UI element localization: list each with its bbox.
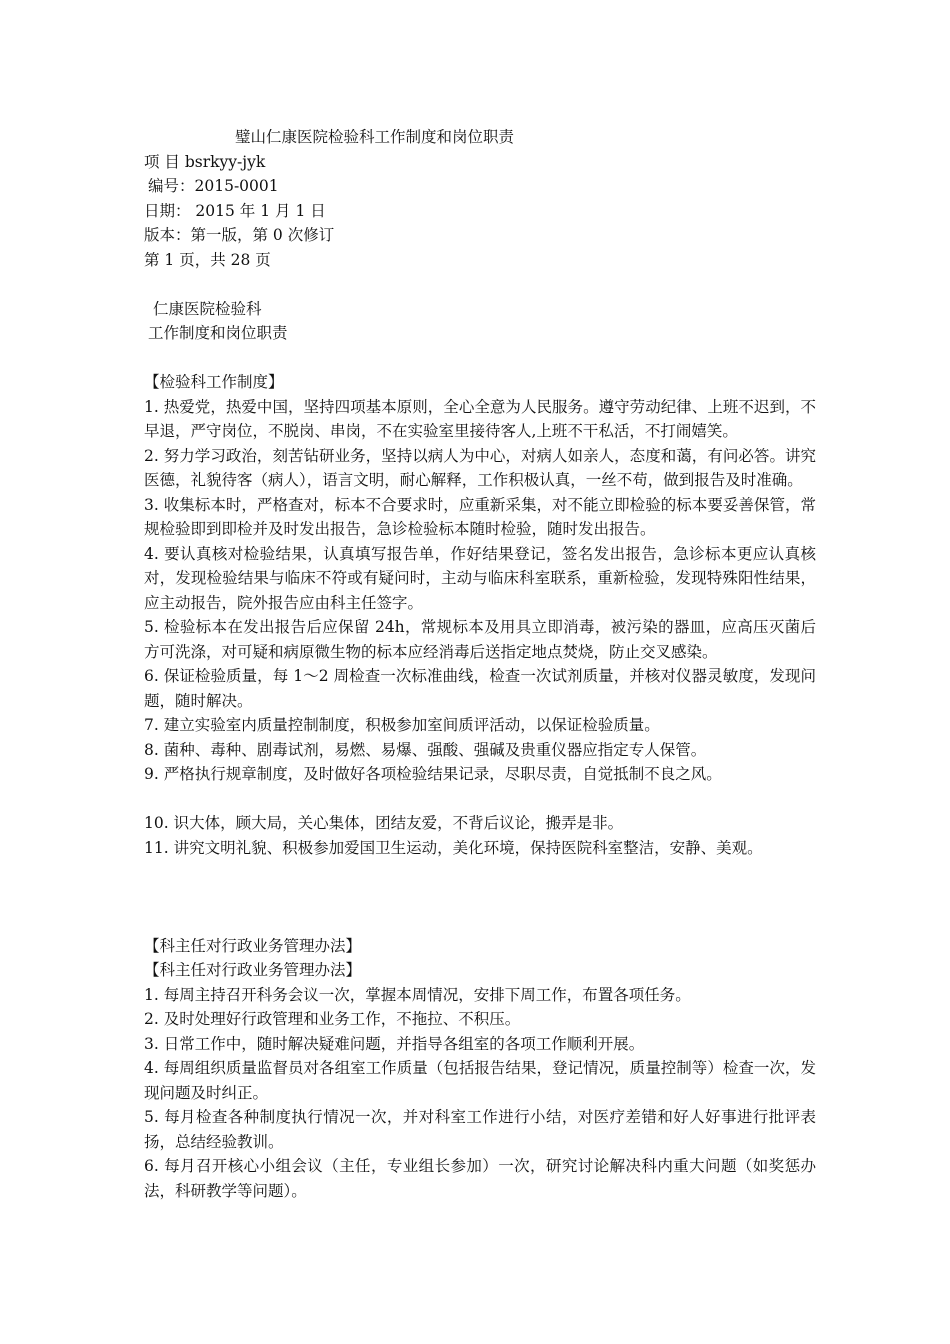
list-item: 3. 日常工作中，随时解决疑难问题，并指导各组室的各项工作顺利开展。: [144, 1034, 645, 1053]
list-item: 10. 识大体，顾大局，关心集体，团结友爱，不背后议论，搬弄是非。: [144, 814, 624, 832]
organization-name: 仁康医院检验科: [153, 299, 262, 318]
section-heading-work-rules: 【检验科工作制度】: [144, 373, 284, 391]
document-page: [144, 125, 816, 1203]
spacer: [144, 272, 816, 297]
list-item: 5. 每月检查各种制度执行情况一次，并对科室工作进行小结，对医疗差错和好人好事进行批评表扬，总结经验教训。: [144, 1108, 816, 1151]
spacer: [144, 860, 816, 909]
list-item: 1. 热爱党，热爱中国，坚持四项基本原则，全心全意为人民服务。遵守劳动纪律、上班不迟到，不早退，严守岗位，不脱岗、串岗，不在实验室里接待客人,上班不干私活，不打闹嬉笑。: [144, 397, 817, 440]
document-date: 日期： 2015 年 1 月 1 日: [144, 201, 326, 220]
document-title: 璧山仁康医院检验科工作制度和岗位职责: [235, 128, 515, 146]
spacer: [144, 787, 816, 812]
list-item: 3. 收集标本时，严格查对，标本不合要求时，应重新采集，对不能立即检验的标本要妥善保管，常规检验即到即检并及时发出报告，急诊检验标本随时检验，随时发出报告。: [144, 495, 817, 538]
list-item: 8. 菌种、毒种、剧毒试剂，易燃、易爆、强酸、强碱及贵重仪器应指定专人保管。: [144, 740, 707, 759]
spacer: [144, 909, 816, 934]
section-heading-director-management: 【科主任对行政业务管理办法】: [144, 936, 362, 955]
list-item: 2. 及时处理好行政管理和业务工作，不拖拉、不积压。: [144, 1010, 521, 1028]
list-item: 6. 每月召开核心小组会议（主任，专业组长参加）一次，研究讨论解决科内重大问题（如奖惩办法，科研教学等问题）。: [144, 1157, 816, 1200]
list-item: 4. 要认真核对检验结果，认真填写报告单，作好结果登记，签名发出报告，急诊标本更应认真核对，发现检验结果与临床不符或有疑问时，主动与临床科室联系，重新检验，发现特殊阳性结果，应主动报告，院外报告应由科主任签字。: [144, 544, 816, 612]
list-item: 1. 每周主持召开科务会议一次，掌握本周情况，安排下周工作，布置各项任务。: [144, 985, 691, 1004]
cover-subtitle: 工作制度和岗位职责: [148, 324, 288, 342]
spacer: [144, 346, 816, 371]
list-item: 6. 保证检验质量，每 1～2 周检查一次标准曲线，检查一次试剂质量，并核对仪器灵敏度，发现问题，随时解决。: [144, 667, 816, 710]
list-item: 9. 严格执行规章制度，及时做好各项检验结果记录，尽职尽责，自觉抵制不良之风。: [144, 765, 722, 783]
project-code: 项 目 bsrkyy-jyk: [144, 152, 266, 171]
page-count: 第 1 页，共 28 页: [144, 250, 271, 269]
document-number: 编号：2015-0001: [148, 177, 279, 195]
list-item: 5. 检验标本在发出报告后应保留 24h，常规标本及用具立即消毒，被污染的器皿，应高压灭菌后方可洗涤，对可疑和病原微生物的标本应经消毒后送指定地点焚烧，防止交叉感染。: [144, 618, 816, 661]
document-version: 版本：第一版，第 0 次修订: [144, 226, 335, 244]
section-heading-director-management-repeat: 【科主任对行政业务管理办法】: [144, 961, 362, 979]
list-item: 7. 建立实验室内质量控制制度，积极参加室间质评活动，以保证检验质量。: [144, 716, 660, 734]
list-item: 2. 努力学习政治，刻苦钻研业务，坚持以病人为中心，对病人如亲人，态度和蔼，有问必答。讲究医德，礼貌待客（病人），语言文明，耐心解释，工作积极认真，一丝不苟，做到报告及时准确。: [144, 446, 817, 489]
list-item: 4. 每周组织质量监督员对各组室工作质量（包括报告结果，登记情况，质量控制等）检查一次，发现问题及时纠正。: [144, 1059, 817, 1102]
list-item: 11. 讲究文明礼貌、积极参加爱国卫生运动，美化环境，保持医院科室整洁，安静、美观。: [144, 838, 763, 857]
